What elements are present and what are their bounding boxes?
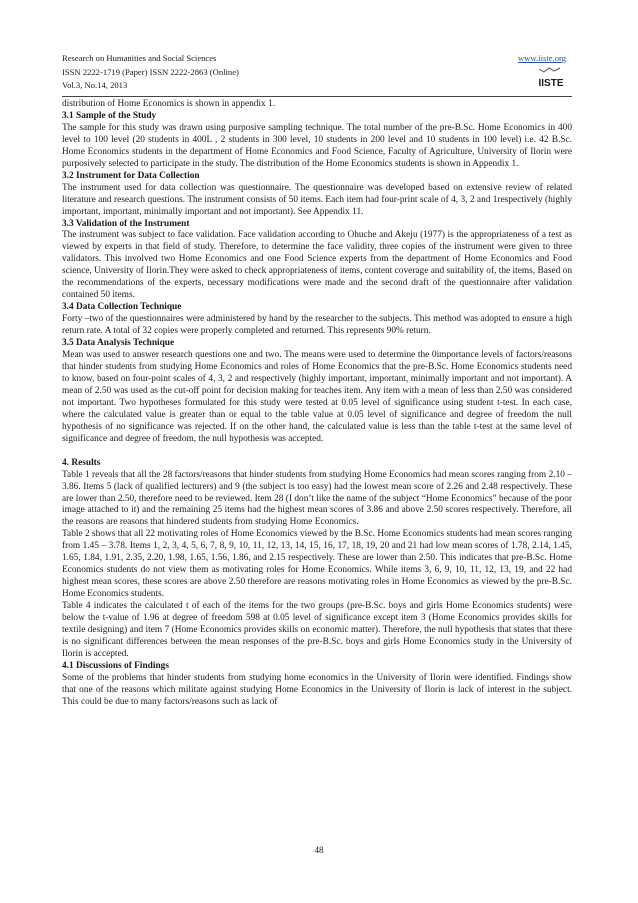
results-paragraph-3: Table 4 indicates the calculated t of each of the items for the two groups (pre-B.Sc. boys and girls Home Economics students) were below the t-value of 1.96 at degree of freedom 598 at 0.05 level of significance except item 3 (Home Economics provides skills for textile designing) and item 7 (Home Economics provides skills on economic matter). Therefore, the null hypothesis that states that there is no significant differences between the mean responses of the pre-B.Sc. boys and girls Home Economics study in the University of Ilorin is accepted. xyxy=(62,601,572,659)
logo-text: IISTE xyxy=(538,78,564,89)
intro-tail-paragraph: distribution of Home Economics is shown in appendix 1. xyxy=(62,99,276,109)
results-paragraph-1: Table 1 reveals that all the 28 factors/reasons that hinder students from studying Home Economics had mean scores ranging from 2.10 – 3.86. Items 5 (lack of qualified lecturers) and 9 (the subject is too easy) had the lowest mean score of 2.26 and 2.48 respectively. These are lower than 2.50, therefore need to be reviewed. Item 28 (I don’t like the name of the subject “Home Economics” because of the poor image attached to it) and the remaining 25 items had the highest mean scores of 3.86 and above 2.50 scores respectively. Therefore, all the reasons are reasons that hindered students from studying Home Economics. xyxy=(62,469,572,528)
section-3-3-paragraph: The instrument was subject to face validation. Face validation according to Ohuche and Akeju (1977) is the appropriateness of a test as viewed by experts in that field of study. Therefore, to determine the face validity, three copies of the instrument were given to three validators. This involved two Home Economics and one Food Science experts from the department of Home Economics and Food science, University of Ilorin.They were asked to check appropriateness of items, content coverage and suitability of, the items, Based on the recommendations of the experts, necessary modifications were made and the second draft of the questionnaire after validation contained 50 items. xyxy=(62,230,572,301)
section-3-2-paragraph: The instrument used for data collection was questionnaire. The questionnaire was developed based on extensive review of related literature and research questions. The instrument consists of 50 items. Each item had four-print scale of 4, 3, 2 and 1respectively (highly important, important, minimally important and not important). See Appendix 11. xyxy=(62,182,572,217)
section-3-1-heading: 3.1 Sample of the Study xyxy=(62,110,157,121)
section-gap xyxy=(62,446,572,458)
iiste-logo-icon xyxy=(536,67,566,89)
running-header xyxy=(62,52,572,93)
results-paragraph-2: Table 2 shows that all 22 motivating roles of Home Economics viewed by the B.Sc. Home Economics students had mean scores ranging from 1.45 – 3.78. Items 1, 2, 3, 4, 5, 6, 7, 8, 9, 10, 11, 12, 13, 14, 15, 16, 17, 18, 19, 20 and 21 had low mean scores of 1.78, 2.14, 1.45, 1.65, 1.84, 1.91, 2.35, 2.20, 1.98, 1.65, 1.56, 1.86, and 2.15 respectively. These are lower than 2.50. This indicates that pre-B.Sc. Home Economics students do not view them as motivating roles for Home Economics. While items 3, 6, 9, 10, 11, 12, 13, 19, and 22 had highest mean scores, these scores are above 2.50 therefore are reasons motivating roles in Home Economics as viewed by the pre-B.Sc. Home Economics students. xyxy=(62,529,572,600)
section-3-4-heading: 3.4 Data Collection Technique xyxy=(62,302,182,313)
section-4-1-paragraph: Some of the problems that hinder students from studying home economics in the University of Ilorin were identified. Findings show that one of the reasons which militate against studying Home Economics in the University of Ilorin is lack of interest in the subject. This could be due to many factors/reasons such as lack of xyxy=(62,672,572,707)
journal-name: Research on Humanities and Social Sciences xyxy=(62,53,217,63)
section-3-3-heading: 3.3 Validation of the Instrument xyxy=(62,218,190,229)
section-3-5-paragraph: Mean was used to answer research questions one and two. The means were used to determine the 0importance levels of factors/reasons that hinder students from studying Home Economics and roles of Home Economics that the pre-B.Sc. Home Economics students need to know, based on four-point scales of 4, 3, 2 and respectively (highly important, important, minimally important and not important). A mean of 2.50 was used as the cut-off point for decision making for teaches item. Any item with a mean of less than 2.50 was considered not important. Two hypotheses formulated for this study were tested at 0.05 level of significance using student t-test. In each case, where the calculated value is greater than or equal to the table value at 0.05 level of significance and degree of freedom the null hypothesis of no significance was rejected. If on the other hand, the calculated value is less than the table t-test at the same level of significance and degree of freedom, the null hypothesis was accepted. xyxy=(62,350,572,444)
journal-url-link[interactable]: www.iiste.org xyxy=(518,53,566,63)
volume-line: Vol.3, No.14, 2013 xyxy=(62,80,128,90)
section-3-5-heading: 3.5 Data Analysis Technique xyxy=(62,338,175,349)
section-4-heading: 4. Results xyxy=(62,457,101,468)
section-4-1-heading: 4.1 Discussions of Findings xyxy=(62,660,169,671)
section-3-2-heading: 3.2 Instrument for Data Collection xyxy=(62,170,200,181)
issn-line: ISSN 2222-1719 (Paper) ISSN 2222-2863 (Online) xyxy=(62,66,239,77)
header-rule xyxy=(62,96,572,97)
article-body xyxy=(62,99,572,709)
section-3-1-paragraph: The sample for this study was drawn using purposive sampling technique. The total number of the pre-B.Sc. Home Economics in 400 level to 100 level (20 students in 400L , 2 students in 300 level, 10 students in 200 level and 10 students in 100 level) i.e. 42 B.Sc. Home Economics students in the department of Home Economics and Food Science, Faculty of Agriculture, University of Ilorin were purposively selected to participate in the study. The distribution of the Home Economics students is shown in Appendix 1. xyxy=(62,122,572,169)
section-3-4-paragraph: Forty –two of the questionnaires were administered by hand by the researcher to the subjects. This method was adopted to ensure a high return rate. A total of 32 copies were properly completed and returned. This represents 90% return. xyxy=(62,314,572,337)
page-number: 48 xyxy=(314,845,324,855)
